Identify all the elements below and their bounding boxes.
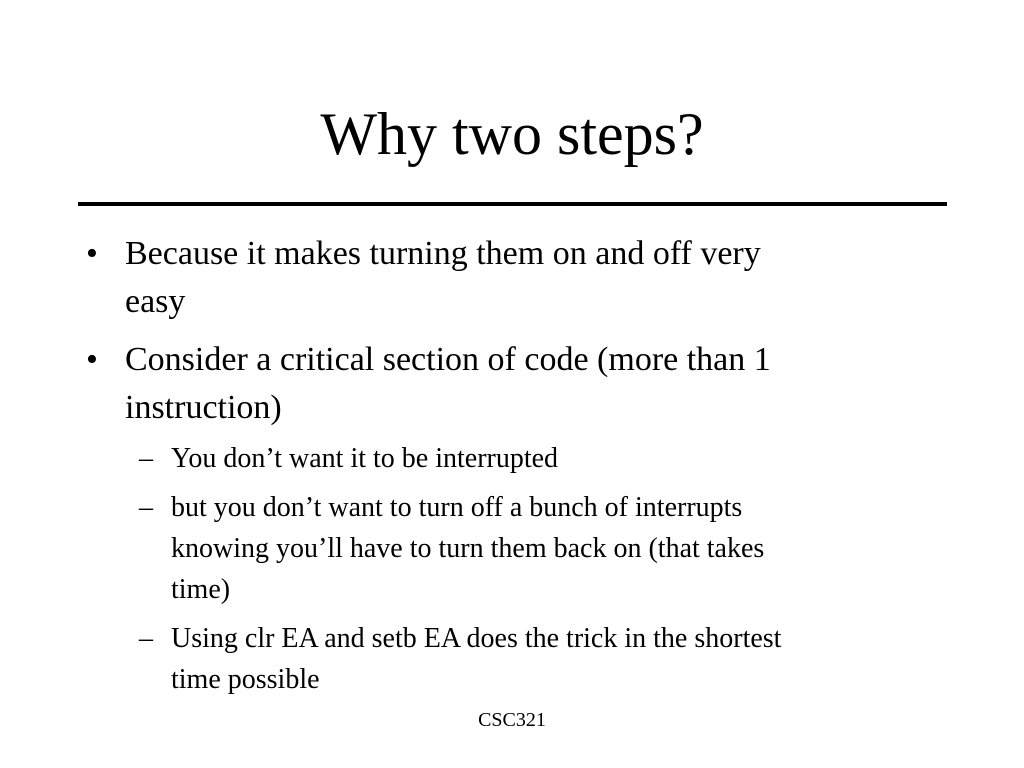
sub-bullet-item [139,438,939,479]
sub-bullet-line: Using clr EA and setb EA does the trick in the shortest [171,623,782,654]
bullet-marker: • [86,235,98,272]
bullet-line: easy [125,283,186,320]
bullet-item [86,230,946,326]
bullet-line: Consider a critical section of code (more than 1 [125,341,771,378]
bullet-line: Because it makes turning them on and off very [125,235,761,272]
slide-footer: CSC321 [478,709,546,731]
sub-bullet-marker: – [139,623,153,654]
slide-title: Why two steps? [320,101,704,167]
sub-bullet-line: time possible [171,664,320,695]
sub-bullet-line: but you don’t want to turn off a bunch of interrupts [171,492,743,523]
bullet-marker: • [86,341,98,378]
sub-bullet-line: time) [171,574,231,605]
bullet-line: instruction) [125,389,282,426]
sub-bullet-marker: – [139,492,153,523]
title-divider [78,202,947,206]
sub-bullet-line: knowing you’ll have to turn them back on (that takes [171,533,765,564]
sub-bullet-marker: – [139,443,153,474]
sub-bullet-item [139,487,939,610]
sub-bullet-item [139,618,939,700]
bullet-item [86,336,946,432]
sub-bullet-line: You don’t want it to be interrupted [171,443,559,474]
